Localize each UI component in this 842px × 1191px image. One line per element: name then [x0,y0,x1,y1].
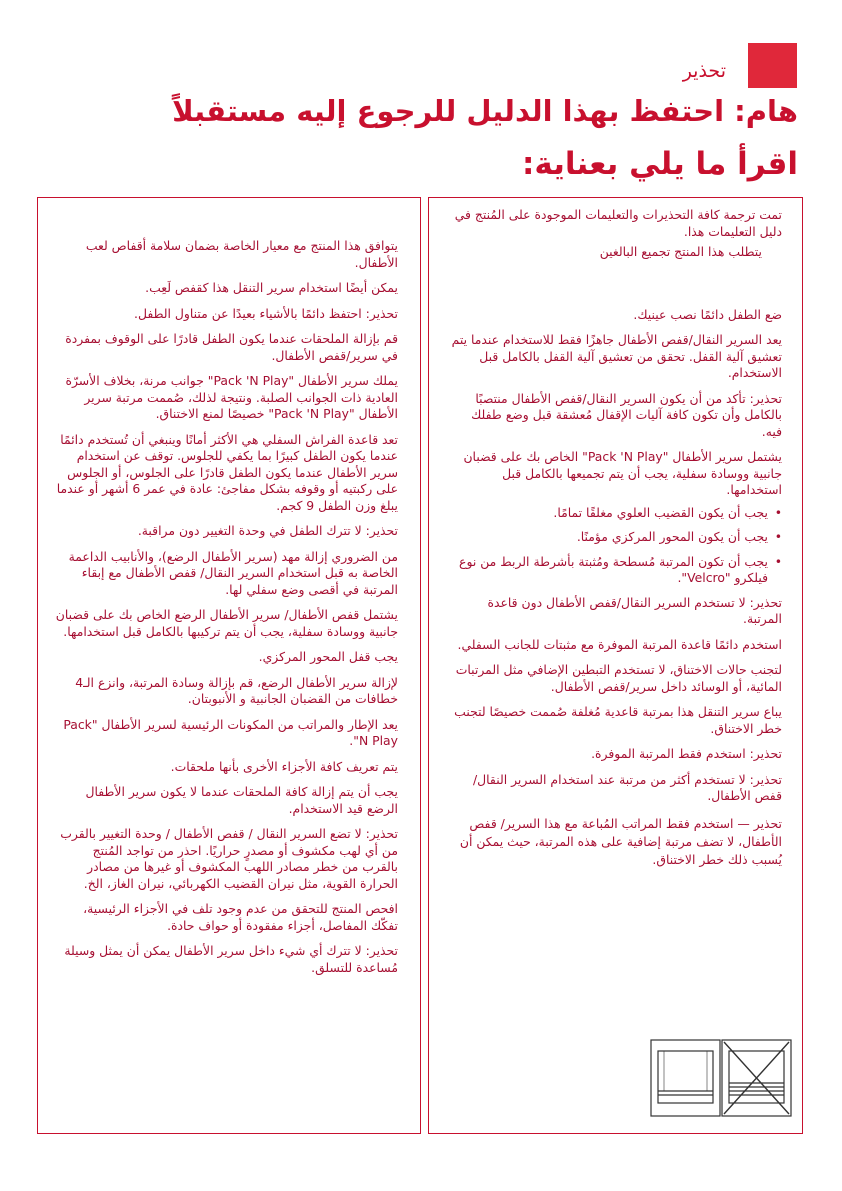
requirements-list [449,505,782,587]
paragraph: قم بإزالة الملحقات عندما يكون الطفل قادرًا على الوقوف بمفردة في سرير/قفص الأطفال. [65,331,398,363]
allowed-bed-icon [651,1040,720,1116]
list-item: • يجب أن يكون القضيب العلوي مغلقًا تمامًا. [449,505,768,522]
page-title: هام: احتفظ بهذا الدليل للرجوع إليه مستقبلاً [172,94,798,128]
paragraph: تحذير: لا تستخدم السرير النقال/قفص الأطفال دون قاعدة المرتبة. [487,594,782,626]
paragraph: لتجنب حالات الاختناق، لا تستخدم التبطين الإضافي مثل المرتبات المائية، أو الوسائد داخل سرير/قفص الأطفال. [455,662,782,694]
paragraph: تحذير: تأكد من أن يكون السرير النقال/قفص الأطفال منتصبًا بالكامل وأن تكون كافة آليات الإقفال مُعشقة قبل وضع طفلك فيه. [471,390,782,439]
paragraph: يباع سرير التنقل هذا بمرتبة قاعدية مُغلفة صُممت خصيصًا لتجنب خطر الاختناق. [454,704,782,736]
paragraph: يتوافق هذا المنتج مع معيار الخاصة بضمان سلامة أقفاص لعب الأطفال. [85,238,398,270]
paragraph: تعد قاعدة الفراش السفلي هي الأكثر أمانًا وينبغي أن تُستخدم دائمًا عندما يكون الطفل كبيرًا بما يكفي للجلوس. توقف عن استخدام سرير الأطفال عندما يكون الطفل قادرًا على الجلوس، أو الجلوس على ركبتيه أو وقوفه بشكل مفاجئ: عادة في عمر 6 أشهر أو عندما يبلغ وزن الطفل 9 كجم. [56,431,398,513]
paragraph: تحذير: لا تترك الطفل في وحدة التغيير دون مراقبة. [137,523,398,538]
paragraph: افحص المنتج للتحقق من عدم وجود تلف في الأجزاء الرئيسية، تفكّك المفاصل، أجزاء مفقودة أو حواف حادة. [83,901,398,933]
paragraph: تحذير: لا تستخدم أكثر من مرتبة عند استخدام السرير النقال/قفص الأطفال. [472,771,782,803]
page-subtitle: اقرأ ما يلي بعناية: [522,146,798,182]
mattress-pictograms [650,1039,792,1117]
paragraph: يملك سرير الأطفال "Pack 'N Play" جوانب مرنة، بخلاف الأسرّة العادية ذات الجوانب الصلبة. ونتيجة لذلك، صُممت مرتبة سرير الأطفال "Pack 'N Play" خصيصًا لمنع الاختناق. [65,373,398,421]
paragraph: يعد السرير النقال/قفص الأطفال جاهزًا فقط للاستخدام عندما يتم تعشيق آلية القفل. تحقق من تعشيق آلية القفل بالكامل قبل الاستخدام. [451,332,782,380]
paragraph: يجب أن يتم إزالة كافة الملحقات عندما لا يكون سرير الأطفال الرضع قيد الاستخدام. [85,784,398,816]
paragraph: يجب قفل المحور المركزي. [258,649,398,664]
left-column [37,197,421,1134]
paragraph: يتطلب هذا المنتج تجميع البالغين [599,244,762,259]
right-column [428,197,803,1134]
paragraph: يشتمل قفص الأطفال/ سرير الأطفال الرضع الخاص بك على قضبان جانبية ووسادة سفلية، يجب أن يتم تركيبها بالكامل قبل استخدامها. [55,607,398,639]
paragraph: لإزالة سرير الأطفال الرضع، قم بإزالة وسادة المرتبة، وانزع الـ4 خطافات من القضبان الجانبية و الأنبوبتان. [75,674,398,706]
mattress-warning: تحذير — استخدم فقط المراتب المُباعة مع هذا السرير/ قفص الأطفال، لا تضف مرتبة إضافية على هذه المرتبة، حيث يمكن أن يُسبب ذلك خطر الاختناق. [459,815,782,867]
paragraph: يتم تعريف كافة الأجزاء الأخرى بأنها ملحقات. [170,758,398,774]
list-item: • يجب أن يكون المحور المركزي مؤمنًا. [449,529,768,546]
paragraph: تحذير: احتفظ دائمًا بالأشياء بعيدًا عن متناول الطفل. [134,305,398,321]
paragraph: ضع الطفل دائمًا نصب عينيك. [633,306,782,322]
paragraph: استخدم دائمًا قاعدة المرتبة الموفرة مع مثبتات للجانب السفلي. [457,636,782,652]
paragraph: يشتمل سرير الأطفال "Pack 'N Play" الخاص بك على قضبان جانبية ووسادة سفلية، يجب أن يتم تجميعها بالكامل قبل استخدامها. [463,449,782,497]
paragraph: تحذير: لا تترك أي شيء داخل سرير الأطفال يمكن أن يمثل وسيلة مُساعدة للتسلق. [64,943,398,975]
warning-square [748,43,797,88]
paragraph: تحذير: استخدم فقط المرتبة الموفرة. [591,746,782,761]
paragraph: يمكن أيضًا استخدام سرير التنقل هذا كقفص لَعِب. [145,280,398,295]
prohibited-bed-icon [722,1040,791,1116]
paragraph: تحذير: لا تضع السرير النقال / قفص الأطفال / وحدة التغيير بالقرب من أي لهب مكشوف أو مصدرٍ حراريًا. احذر من تواجد المُنتج بالقرب من خطر مصادر اللهب المكشوف أو غيرها من مصادر الحرارة القوية، مثل نيران القضيب الكهربائي، نيران الغاز، الخ. [60,826,398,891]
paragraph: يعد الإطار والمراتب من المكونات الرئيسية لسرير الأطفال "Pack N Play". [63,716,398,748]
paragraph: تمت ترجمة كافة التحذيرات والتعليمات الموجودة على المُنتج في دليل التعليمات هذا. [454,207,782,239]
paragraph: من الضروري إزالة مهد (سرير الأطفال الرضع)، والأنابيب الداعمة الخاصة به قبل استخدام السرير النقال/ قفص الأطفال مع إبقاء المرتبة في أقصى وضع سفلي لها. [68,548,398,597]
list-item: • يجب أن تكون المرتبة مُسطحة ومُثبتة بأشرطة الربط من نوع فيلكرو "Velcro". [449,554,768,587]
warning-word: تحذير [682,60,726,82]
